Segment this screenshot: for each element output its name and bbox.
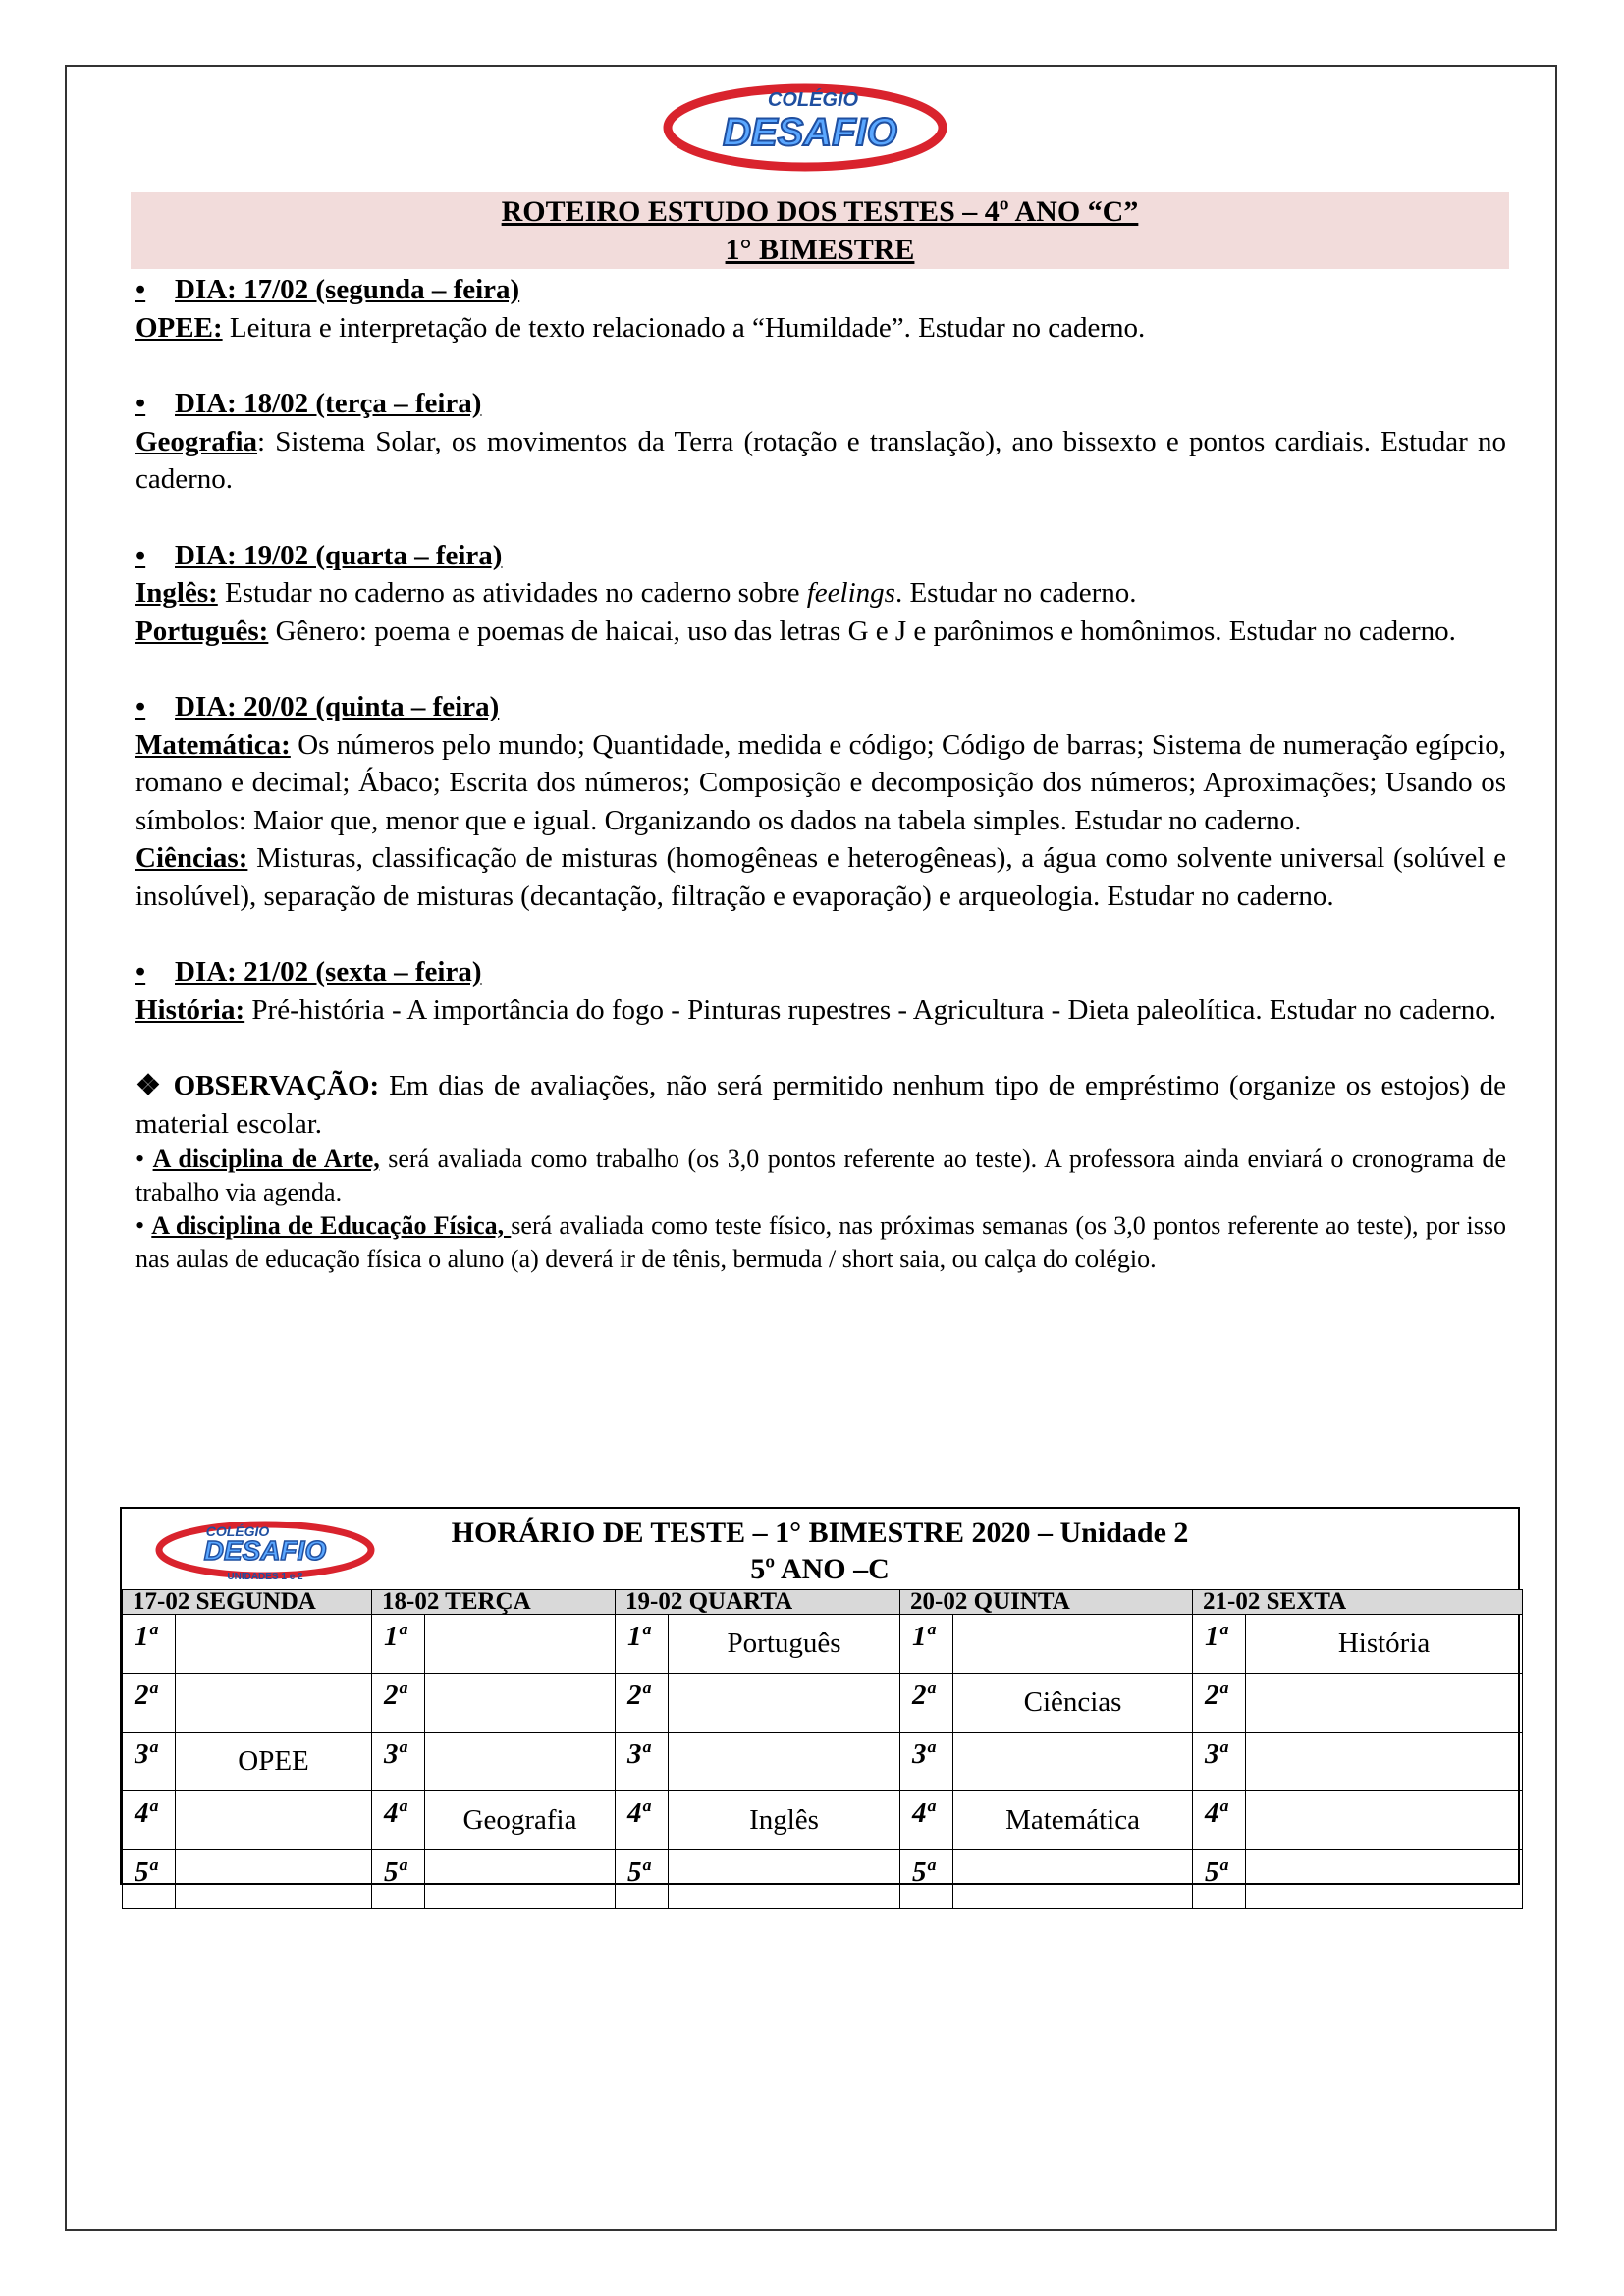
subject-cell: História bbox=[1246, 1615, 1523, 1674]
diamond-star-icon: ❖ bbox=[135, 1070, 164, 1101]
period-number: 5ª bbox=[123, 1850, 176, 1909]
subject-cell bbox=[176, 1615, 372, 1674]
period-number: 2ª bbox=[1193, 1674, 1246, 1733]
subject-cell: Português bbox=[669, 1615, 900, 1674]
period-number: 5ª bbox=[616, 1850, 669, 1909]
column-header: 17-02 SEGUNDA bbox=[123, 1590, 372, 1615]
bullet-icon: • bbox=[135, 388, 146, 419]
subject-cell bbox=[1246, 1674, 1523, 1733]
period-number: 2ª bbox=[616, 1674, 669, 1733]
period-number: 4ª bbox=[900, 1791, 953, 1850]
subject-label: Português: bbox=[135, 614, 269, 647]
period-number: 3ª bbox=[372, 1733, 425, 1791]
subject-cell bbox=[176, 1791, 372, 1850]
subject-label: OPEE: bbox=[135, 311, 223, 344]
period-number: 1ª bbox=[372, 1615, 425, 1674]
subject-cell: Matemática bbox=[953, 1791, 1193, 1850]
period-number: 3ª bbox=[616, 1733, 669, 1791]
subject-label: Inglês: bbox=[135, 577, 218, 609]
period-number: 5ª bbox=[1193, 1850, 1246, 1909]
table-row bbox=[123, 1674, 1523, 1733]
period-number: 1ª bbox=[1193, 1615, 1246, 1674]
subject-cell bbox=[425, 1615, 616, 1674]
subject-cell bbox=[425, 1733, 616, 1791]
table-row bbox=[123, 1791, 1523, 1850]
day-heading: • DIA: 18/02 (terça – feira) bbox=[135, 385, 1506, 423]
subject-cell: OPEE bbox=[176, 1733, 372, 1791]
desafio-logo-icon bbox=[658, 77, 958, 175]
subject-cell bbox=[176, 1850, 372, 1909]
bullet-icon: • bbox=[135, 1211, 145, 1240]
bullet-icon: • bbox=[135, 539, 146, 571]
svg-text:DESAFIO: DESAFIO bbox=[203, 1535, 327, 1566]
subject-cell bbox=[953, 1733, 1193, 1791]
period-number: 3ª bbox=[1193, 1733, 1246, 1791]
period-number: 2ª bbox=[900, 1674, 953, 1733]
subject-cell: Ciências bbox=[953, 1674, 1193, 1733]
period-number: 1ª bbox=[123, 1615, 176, 1674]
bullet-icon: • bbox=[135, 956, 146, 988]
period-number: 4ª bbox=[372, 1791, 425, 1850]
period-number: 3ª bbox=[900, 1733, 953, 1791]
period-number: 5ª bbox=[900, 1850, 953, 1909]
subject-label: Matemática: bbox=[135, 728, 291, 761]
subject-cell bbox=[953, 1850, 1193, 1909]
column-header: 19-02 QUARTA bbox=[616, 1590, 900, 1615]
bullet-icon: • bbox=[135, 1145, 145, 1173]
day-heading: • DIA: 20/02 (quinta – feira) bbox=[135, 688, 1506, 726]
subject-entry: História: Pré-história - A importância do fogo - Pinturas rupestres - Agricultura - Dieta paleolítica. Estudar no caderno. bbox=[135, 993, 1496, 1026]
column-header: 20-02 QUINTA bbox=[900, 1590, 1193, 1615]
header-title: ROTEIRO ESTUDO DOS TESTES – 4º ANO “C” bbox=[501, 195, 1139, 228]
table-row bbox=[123, 1850, 1523, 1909]
subject-cell bbox=[425, 1674, 616, 1733]
subject-cell bbox=[669, 1733, 900, 1791]
subject-cell: Geografia bbox=[425, 1791, 616, 1850]
period-number: 4ª bbox=[616, 1791, 669, 1850]
table-row bbox=[123, 1733, 1523, 1791]
period-number: 3ª bbox=[123, 1733, 176, 1791]
subject-entry: OPEE: Leitura e interpretação de texto relacionado a “Humildade”. Estudar no caderno. bbox=[135, 311, 1146, 344]
subject-label: Geografia bbox=[135, 425, 258, 457]
subject-cell bbox=[1246, 1850, 1523, 1909]
observation: ❖ OBSERVAÇÃO: Em dias de avaliações, não será permitido nenhum tipo de empréstimo (organize os estojos) de material escolar. bbox=[135, 1070, 1507, 1140]
subject-entry: Ciências: Misturas, classificação de misturas (homogêneas e heterogêneas), a água como solvente universal (solúvel e insolúvel), separação de misturas (decantação, filtração e evaporação) e arqueologia. Estudar no caderno. bbox=[135, 842, 1506, 912]
subject-cell bbox=[669, 1674, 900, 1733]
period-number: 1ª bbox=[616, 1615, 669, 1674]
svg-text:COLÉGIO: COLÉGIO bbox=[767, 89, 859, 111]
schedule-subtitle: 5º ANO –C bbox=[750, 1553, 890, 1585]
bullet-icon: • bbox=[135, 274, 146, 305]
study-guide bbox=[135, 271, 1506, 1276]
subject-label: Ciências: bbox=[135, 842, 248, 874]
svg-text:UNIDADES 1 e 2: UNIDADES 1 e 2 bbox=[227, 1572, 303, 1582]
subject-entry: Matemática: Os números pelo mundo; Quantidade, medida e código; Código de barras; Sistema de numeração egípcio, romano e decimal; Ábaco; Escrita dos números; Composição e decomposição dos números; Aproximações; Usando os símbolos: Maior que, menor que e igual. Organizando os dados na tabela simples. Estudar no caderno. bbox=[135, 728, 1506, 836]
period-number: 2ª bbox=[123, 1674, 176, 1733]
period-number: 5ª bbox=[372, 1850, 425, 1909]
period-number: 2ª bbox=[372, 1674, 425, 1733]
subject-entry: Geografia: Sistema Solar, os movimentos da Terra (rotação e translação), ano bissexto e pontos cardiais. Estudar no caderno. bbox=[135, 425, 1506, 495]
subject-cell bbox=[1246, 1733, 1523, 1791]
table-header-row bbox=[123, 1590, 1523, 1615]
day-heading: • DIA: 19/02 (quarta – feira) bbox=[135, 537, 1506, 575]
subject-cell bbox=[425, 1850, 616, 1909]
table-row bbox=[123, 1615, 1523, 1674]
note: • A disciplina de Educação Física, será avaliada como teste físico, nas próximas semanas (os 3,0 pontos referente ao teste), por isso nas aulas de educação física o aluno (a) deverá ir de tênis, bermuda / short saia, ou calça do colégio. bbox=[135, 1211, 1507, 1273]
column-header: 18-02 TERÇA bbox=[372, 1590, 616, 1615]
subject-entry: Inglês: Estudar no caderno as atividades no caderno sobre feelings. Estudar no caderno. bbox=[135, 577, 1137, 609]
school-logo bbox=[658, 77, 958, 175]
svg-text:COLÉGIO: COLÉGIO bbox=[205, 1523, 270, 1539]
schedule-table bbox=[122, 1589, 1523, 1909]
header-subtitle: 1° BIMESTRE bbox=[725, 234, 915, 266]
observation-label: OBSERVAÇÃO: bbox=[173, 1070, 380, 1101]
subject-cell bbox=[953, 1615, 1193, 1674]
subject-entry: Português: Gênero: poema e poemas de haicai, uso das letras G e J e parônimos e homônimos. Estudar no caderno. bbox=[135, 614, 1456, 647]
subject-cell bbox=[669, 1850, 900, 1909]
bullet-icon: • bbox=[135, 691, 146, 722]
subject-cell: Inglês bbox=[669, 1791, 900, 1850]
period-number: 1ª bbox=[900, 1615, 953, 1674]
test-schedule bbox=[120, 1507, 1520, 1888]
subject-cell bbox=[1246, 1791, 1523, 1850]
period-number: 4ª bbox=[1193, 1791, 1246, 1850]
column-header: 21-02 SEXTA bbox=[1193, 1590, 1523, 1615]
day-heading: • DIA: 21/02 (sexta – feira) bbox=[135, 953, 1506, 991]
note-label: A disciplina de Arte, bbox=[152, 1145, 380, 1173]
note-label: A disciplina de Educação Física, bbox=[151, 1211, 512, 1240]
note: • A disciplina de Arte, será avaliada como trabalho (os 3,0 pontos referente ao teste). A professora ainda enviará o cronograma de trabalho via agenda. bbox=[135, 1145, 1507, 1206]
subject-label: História: bbox=[135, 993, 245, 1026]
svg-text:DESAFIO: DESAFIO bbox=[723, 111, 897, 154]
subject-cell bbox=[176, 1674, 372, 1733]
day-heading: • DIA: 17/02 (segunda – feira) bbox=[135, 271, 1506, 309]
schedule-title: HORÁRIO DE TESTE – 1° BIMESTRE 2020 – Unidade 2 5º ANO –C bbox=[122, 1515, 1518, 1587]
header-band bbox=[131, 192, 1509, 269]
period-number: 4ª bbox=[123, 1791, 176, 1850]
